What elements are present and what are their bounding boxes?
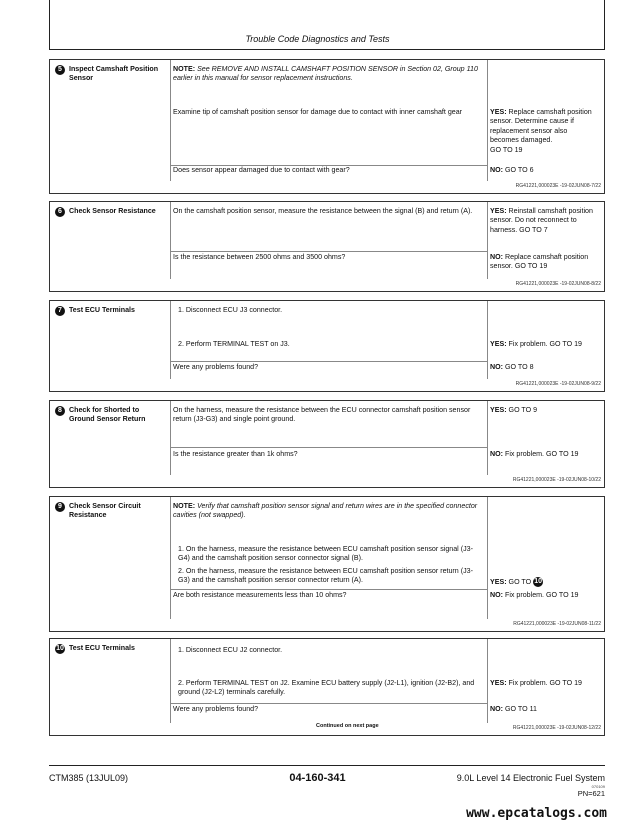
footer-page-number: 04-160-341 (289, 772, 346, 784)
step-5-action: Examine tip of camshaft position sensor for damage due to contact with inner camshaft gear (173, 108, 463, 116)
step-10-no: NO: GO TO 11 (490, 705, 537, 713)
step-5-note: NOTE: See REMOVE AND INSTALL CAMSHAFT POSITION SENSOR in Section 02, Group 110 earlier in this manual for sensor replacement instructions. (173, 65, 478, 83)
step-number-badge: 9 (55, 502, 65, 512)
footer-doc-id: CTM385 (13JUL09) (49, 773, 129, 783)
step-9-step-1: 1. On the harness, measure the resistance between ECU camshaft position sensor signal (J3-G4) and the camshaft position sensor connector signal (B). (178, 545, 473, 563)
step-8-action: On the harness, measure the resistance between the ECU connector camshaft position sensor return (J3-G3) and single point ground. (173, 406, 471, 424)
continued-note: Continued on next page (316, 722, 379, 729)
step-8-no: NO: Fix problem. GO TO 19 (490, 450, 579, 458)
step-9-no: NO: Fix problem. GO TO 19 (490, 591, 579, 599)
step-5-title: 5 Inspect Camshaft Position Sensor (55, 65, 170, 84)
step-5-ref: RG41221,000023E -19-02JUN08-7/22 (515, 182, 601, 189)
step-number-badge: 8 (55, 406, 65, 416)
step-6-block (49, 201, 605, 292)
step-10-step-2: 2. Perform TERMINAL TEST on J2. Examine ECU battery supply (J2-L1), ignition (J2-B2), and ground (J2-L2) terminals carefully. (178, 679, 475, 697)
footer-rule (49, 765, 605, 766)
step-7-yes: YES: Fix problem. GO TO 19 (490, 340, 583, 348)
step-6-action: On the camshaft position sensor, measure the resistance between the signal (B) and return (A). (173, 207, 473, 215)
step-9-question: Are both resistance measurements less than 10 ohms? (173, 591, 347, 599)
step-5-yes: YES: Replace camshaft position sensor. Determine cause if replacement sensor also becomes damaged. GO TO 19 (490, 108, 592, 154)
step-6-no: NO: Replace camshaft position sensor. GO TO 19 (490, 253, 589, 271)
goto-step-badge: 10 (534, 578, 543, 585)
step-9-yes: YES: GO TO 10 (490, 577, 543, 586)
step-number-badge: 6 (55, 207, 65, 217)
step-10-title: 10 Test ECU Terminals (56, 644, 135, 652)
step-7-ref: RG41221,000023E -19-02JUN08-9/22 (515, 380, 601, 387)
step-5-no: NO: GO TO 6 (490, 166, 534, 174)
page-title: Trouble Code Diagnostics and Tests (245, 34, 390, 44)
header-bottom-rule (49, 49, 605, 50)
step-7-step-1: 1. Disconnect ECU J3 connector. (178, 306, 283, 314)
step-6-yes: YES: Reinstall camshaft position sensor. Do not reconnect to harness. GO TO 7 (490, 207, 593, 234)
step-10-question: Were any problems found? (173, 705, 259, 713)
step-10-step-1: 1. Disconnect ECU J2 connector. (178, 646, 283, 654)
step-8-ref: RG41221,000023E -19-02JUN08-10/22 (512, 476, 601, 483)
step-9-title: 9 Check Sensor Circuit Resistance (55, 502, 170, 521)
step-10-ref: RG41221,000023E -19-02JUN08-12/22 (512, 724, 601, 731)
watermark: www.epcatalogs.com (466, 806, 607, 821)
step-7-title: 7 Test ECU Terminals (55, 306, 170, 316)
step-10-yes: YES: Fix problem. GO TO 19 (490, 679, 583, 687)
step-8-yes: YES: GO TO 9 (490, 406, 538, 414)
step-6-question: Is the resistance between 2500 ohms and 3500 ohms? (173, 253, 346, 261)
step-9-block (49, 496, 605, 632)
step-9-step-2: 2. On the harness, measure the resistance between ECU camshaft position sensor return (J3-G3) and the camshaft position sensor connector return (A). (178, 567, 473, 585)
step-9-ref: RG41221,000023E -19-02JUN08-11/22 (513, 620, 601, 627)
footer-small-code: 070109 (591, 784, 605, 789)
footer-section-title: 9.0L Level 14 Electronic Fuel System (456, 773, 605, 783)
step-8-title: 8 Check for Shorted to Ground Sensor Return (55, 406, 170, 425)
step-number-badge: 5 (55, 65, 65, 75)
step-8-block (49, 400, 605, 488)
step-number-badge: 7 (55, 306, 65, 316)
step-6-ref: RG41221,000023E -19-02JUN08-8/22 (515, 280, 601, 287)
step-10-block (49, 638, 605, 736)
step-7-step-2: 2. Perform TERMINAL TEST on J3. (178, 340, 290, 348)
step-number-badge: 10 (56, 645, 64, 652)
step-5-block (49, 59, 605, 194)
step-5-question: Does sensor appear damaged due to contact with gear? (173, 166, 350, 174)
step-7-no: NO: GO TO 8 (490, 363, 534, 371)
step-7-question: Were any problems found? (173, 363, 259, 371)
footer-pn: PN=621 (577, 789, 605, 798)
step-6-title: 6 Check Sensor Resistance (55, 207, 170, 217)
step-7-block (49, 300, 605, 392)
step-8-question: Is the resistance greater than 1k ohms? (173, 450, 298, 458)
step-9-note: NOTE: Verify that camshaft position sensor signal and return wires are in the specified connector cavities (not swapped). (173, 502, 478, 520)
